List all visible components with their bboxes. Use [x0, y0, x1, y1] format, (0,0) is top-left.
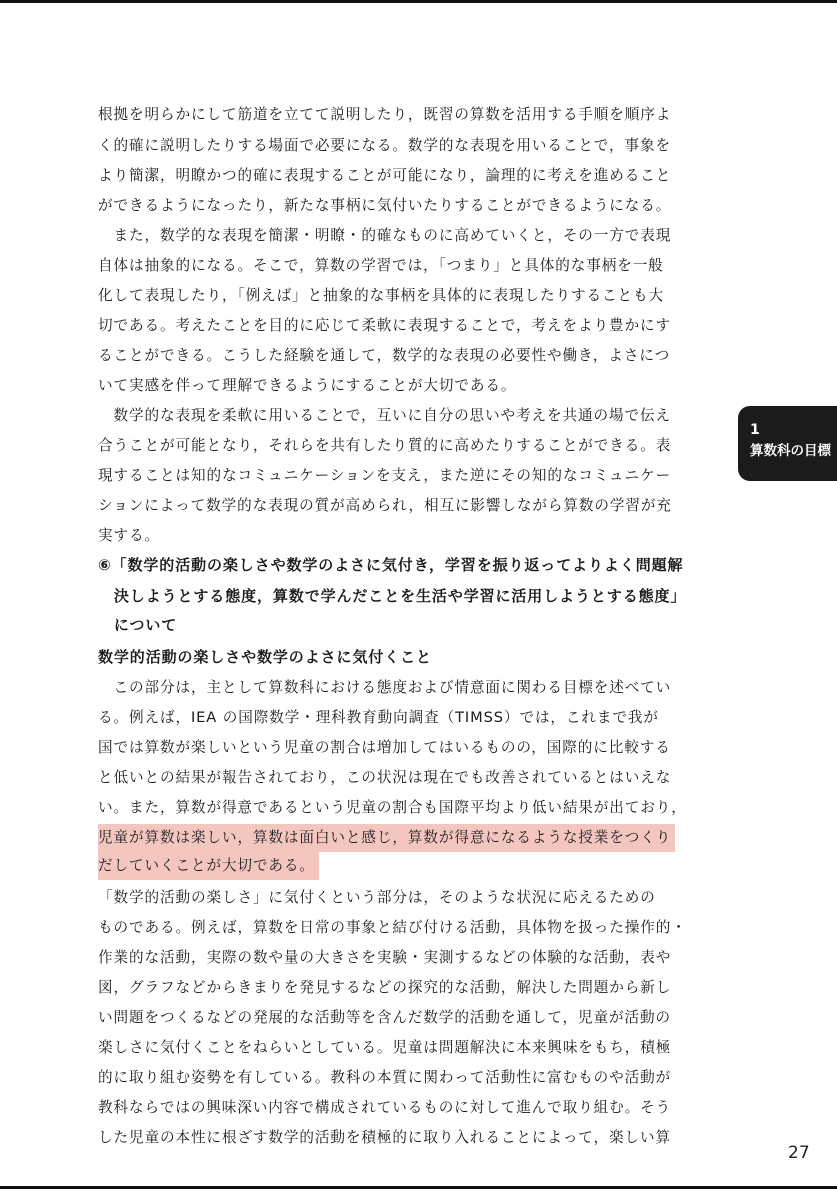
heading-line: 数学的活動の楽しさや数学のよさに気付くこと [98, 648, 432, 666]
highlighted-line: だしていくことが大切である。 [98, 852, 319, 880]
body-line: した児童の本性に根ざす数学的活動を積極的に取り入れることによって，楽しい算 [98, 1129, 671, 1146]
page-number: 27 [788, 1143, 810, 1163]
body-line: と低いとの結果が報告されており，この状況は現在でも改善されているとはいえな [98, 769, 672, 786]
body-line: 作業的な活動，実際の数や量の大きさを実験・実測するなどの体験的な活動，表や [98, 949, 672, 966]
body-line: い問題をつくるなどの発展的な活動等を含んだ数学的活動を通して，児童が活動の [98, 1009, 671, 1026]
body-line: 「数学的活動の楽しさ」に気付くという部分は，そのような状況に応えるための [98, 889, 656, 906]
body-line: い。また，算数が得意であるという児童の割合も国際平均より低い結果が出ており， [98, 799, 687, 816]
body-line: 化して表現したり，「例えば」と抽象的な事柄を具体的に表現したりすることも大 [98, 287, 664, 304]
body-line: 図，グラフなどからきまりを発見するなどの探究的な活動，解決した問題から新し [98, 979, 672, 996]
heading-line: について [98, 616, 178, 634]
body-line: 実する。 [98, 527, 160, 544]
body-line: 教科ならではの興味深い内容で構成されているものに対して進んで取り組む。そう [98, 1099, 672, 1116]
body-line: この部分は，主として算数科における態度および情意面に関わる目標を述べてい [98, 679, 672, 696]
body-line: 合うことが可能となり，それらを共有したり質的に高めたりすることができる。表 [98, 437, 672, 454]
body-line: ションによって数学的な表現の質が高められ，相互に影響しながら算数の学習が充 [98, 497, 672, 514]
body-line: 数学的な表現を柔軟に用いることで，互いに自分の思いや考えを共通の場で伝え [98, 407, 671, 424]
body-line: より簡潔，明瞭かつ的確に表現することが可能になり，論理的に考えを進めること [98, 167, 672, 184]
highlighted-line: 児童が算数は楽しい，算数は面白いと感じ，算数が得意になるような授業をつくり [98, 824, 675, 852]
chapter-tab-number: 1 [750, 422, 760, 438]
body-line: る。例えば，IEA の国際数学・理科教育動向調査（TIMSS）では，これまで我が [98, 709, 659, 726]
body-line: 自体は抽象的になる。そこで，算数の学習では，「つまり」と具体的な事柄を一般 [98, 257, 664, 274]
body-line: 国では算数が楽しいという児童の割合は増加してはいるものの，国際的に比較する [98, 739, 671, 756]
chapter-tab-title: 算数科の目標 [750, 443, 831, 459]
body-line: ものである。例えば，算数を日常の事象と結び付ける活動，具体物を扱った操作的・ [98, 919, 687, 936]
bottom-rule [0, 1186, 837, 1189]
heading-line: ⑥「数学的活動の楽しさや数学のよさに気付き，学習を振り返ってよりよく問題解 [98, 556, 684, 574]
body-line: また，数学的な表現を簡潔・明瞭・的確なものに高めていくと，その一方で表現 [98, 227, 672, 244]
body-line: く的確に説明したりする場面で必要になる。数学的な表現を用いることで，事象を [98, 137, 671, 154]
body-line: 現することは知的なコミュニケーションを支え，また逆にその知的なコミュニケー [98, 467, 671, 484]
heading-line: 決しようとする態度，算数で学んだことを生活や学習に活用しようとする態度」 [98, 587, 687, 605]
body-line: 楽しさに気付くことをねらいとしている。児童は問題解決に本来興味をもち，積極 [98, 1039, 672, 1056]
chapter-tab[interactable] [738, 406, 837, 481]
body-line: ることができる。こうした経験を通して，数学的な表現の必要性や働き，よさにつ [98, 347, 671, 364]
body-line: 切である。考えたことを目的に応じて柔軟に表現することで，考えをより豊かにす [98, 317, 671, 334]
body-line: 的に取り組む姿勢を有している。教科の本質に関わって活動性に富むものや活動が [98, 1069, 672, 1086]
body-line: ができるようになったり，新たな事柄に気付いたりすることができるようになる。 [98, 197, 672, 214]
body-line: いて実感を伴って理解できるようにすることが大切である。 [98, 377, 517, 394]
body-line: 根拠を明らかにして筋道を立てて説明したり，既習の算数を活用する手順を順序よ [98, 106, 672, 123]
